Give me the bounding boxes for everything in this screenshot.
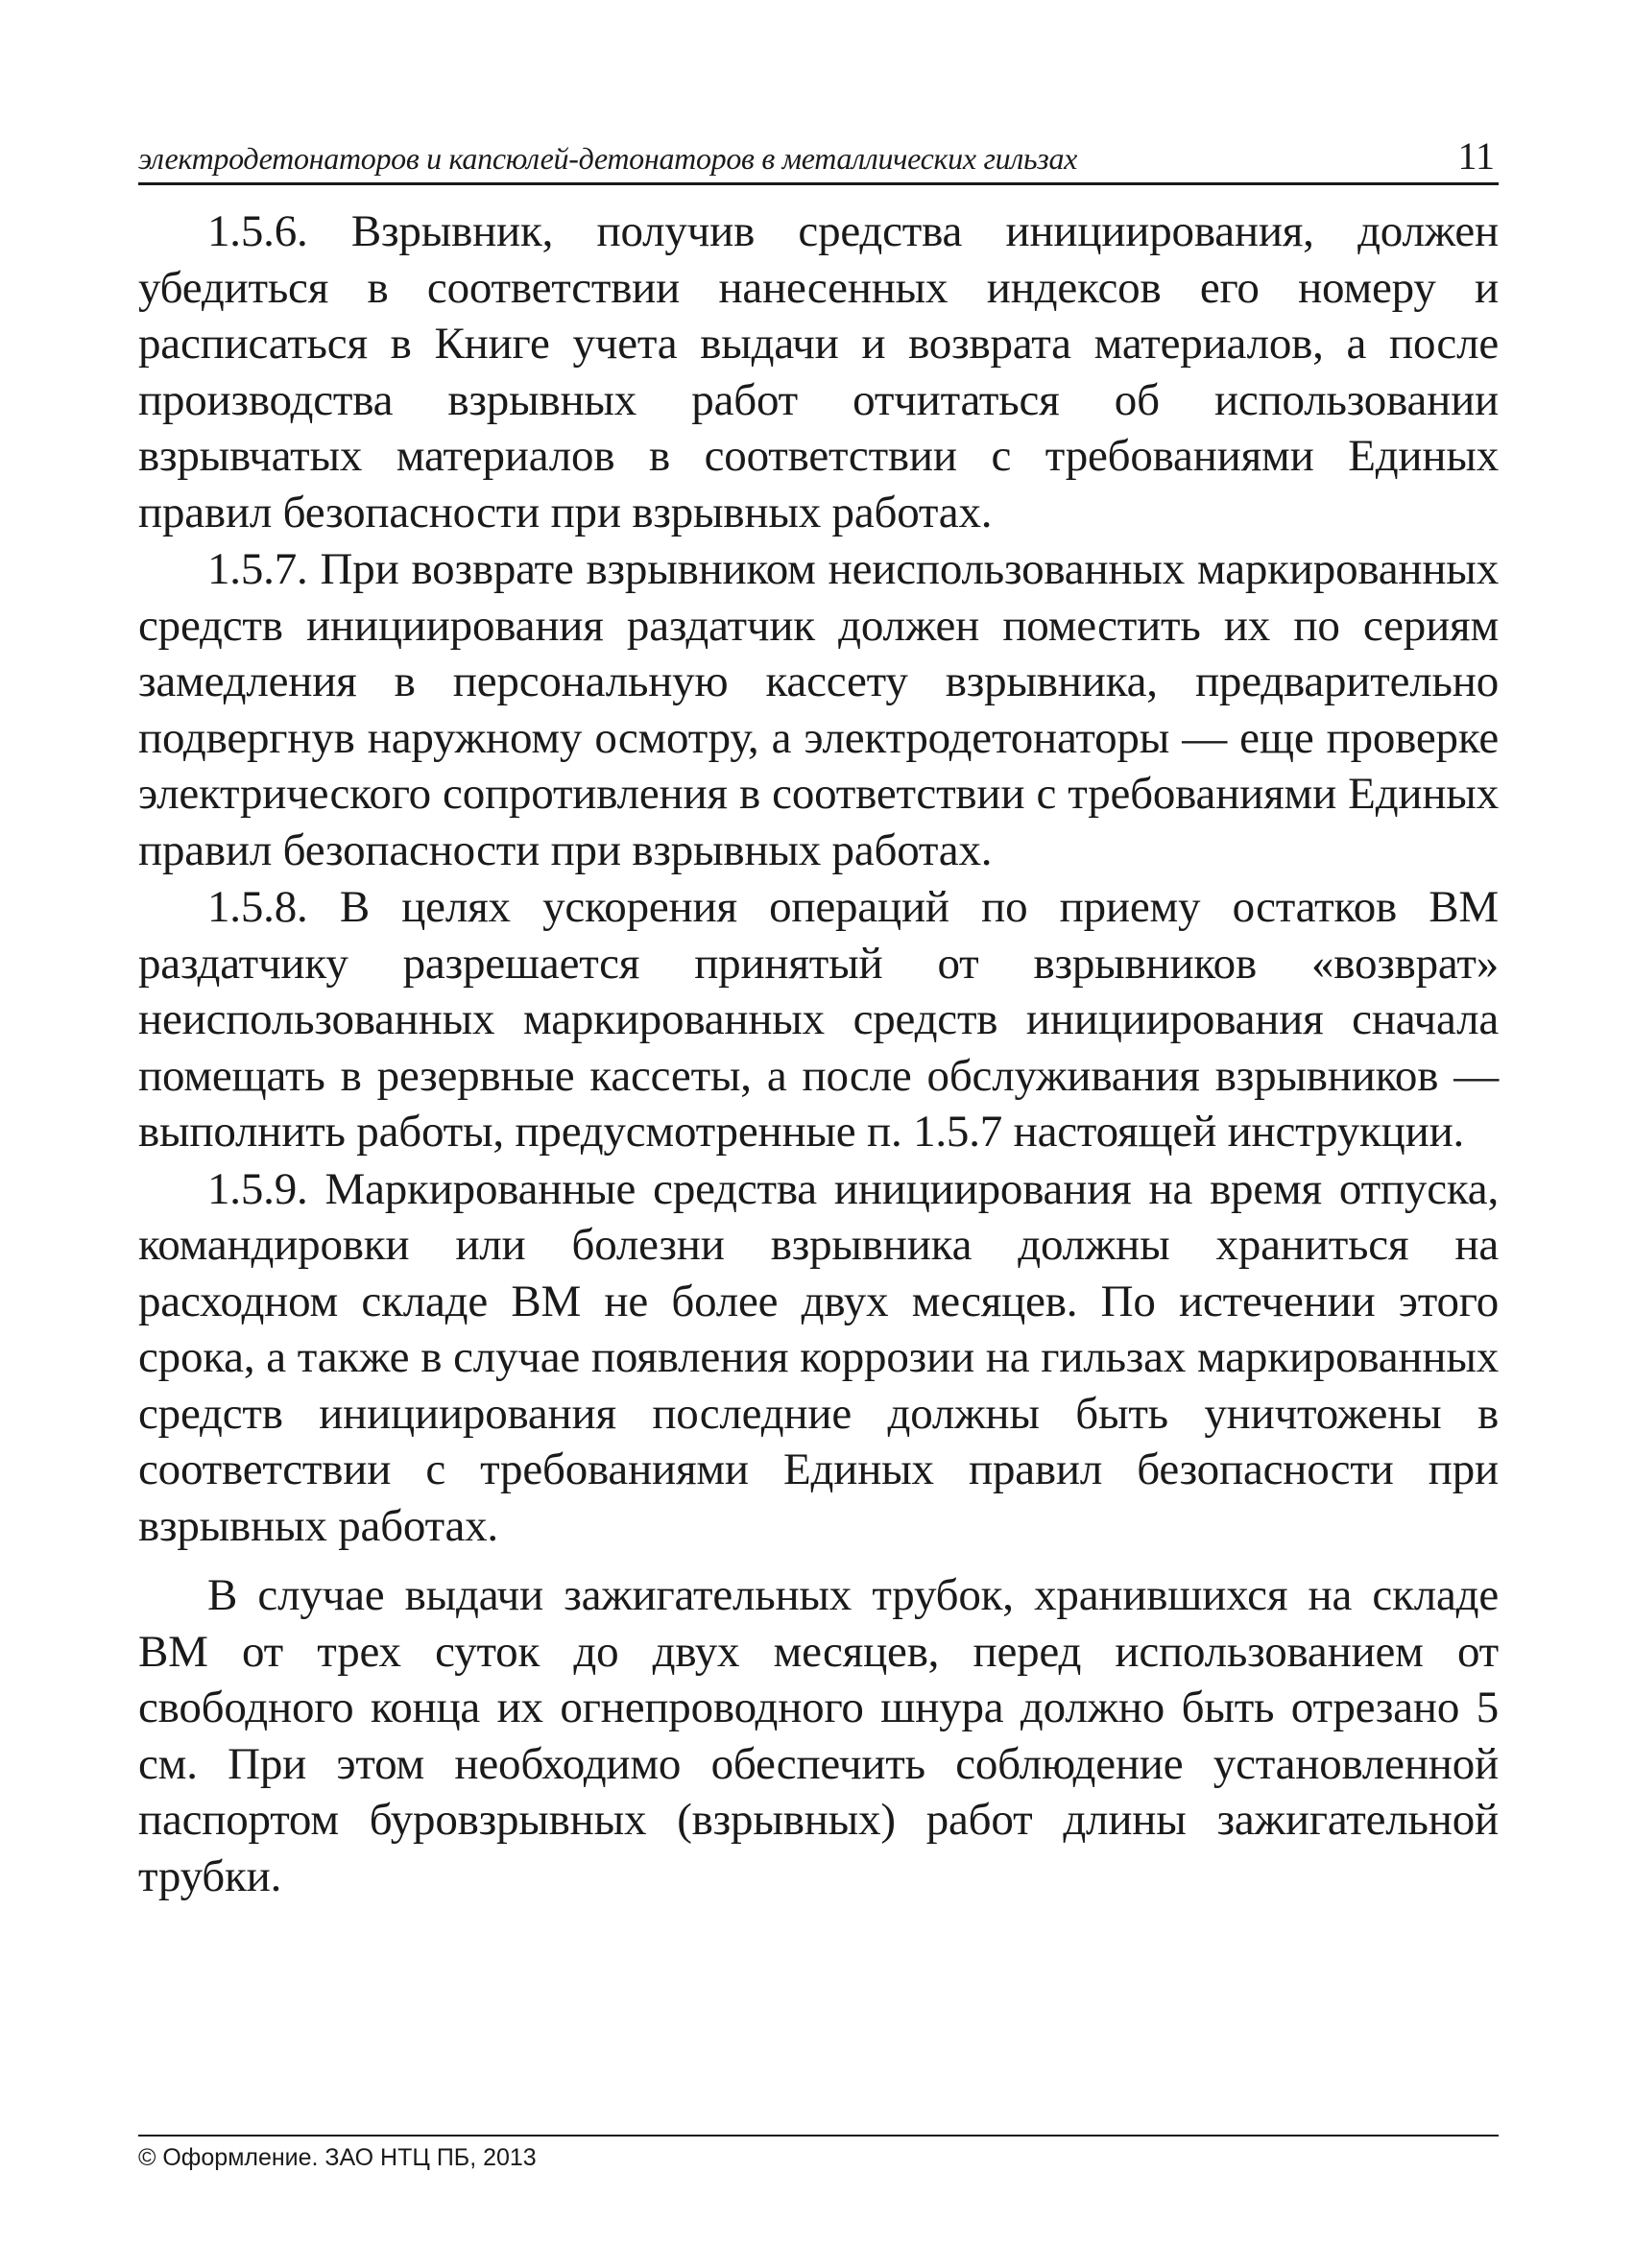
running-title: электродетонаторов и капсюлей-детонаторов в металлических гильзах — [138, 141, 1078, 176]
page-number: 11 — [1457, 134, 1495, 178]
paragraph-1-5-9: 1.5.9. Маркированные средства инициирования на время отпуска, командировки или болезни взрывника должны храниться на расходном складе ВМ не более двух месяцев. По истечении этого срока, а также в случае появления коррозии на гильзах маркированных средств инициирования последние должны быть уничтожены в соответствии с требованиями Единых правил безопасности при взрывных работах. — [138, 1163, 1499, 1551]
copyright-notice: © Оформление. ЗАО НТЦ ПБ, 2013 — [138, 2144, 537, 2171]
page-header — [138, 132, 1499, 185]
paragraph-ignition-tubes: В случае выдачи зажигательных трубок, хранившихся на складе ВМ от трех суток до двух месяцев, перед использованием от свободного конца их огнепроводного шнура должно быть отрезано 5 см. При этом необходимо обеспечить соблюдение установленной паспортом буровзрывных (взрывных) работ длины зажигательной трубки. — [138, 1570, 1499, 1901]
page-footer — [138, 2135, 1499, 2172]
paragraph-1-5-7: 1.5.7. При возврате взрывником неиспользованных маркированных средств инициирования раздатчик должен поместить их по сериям замедления в персональную кассету взрывника, предварительно подвергнув наружному осмотру, а электродетонаторы — еще проверке электрического сопротивления в соответствии с требованиями Единых правил безопасности при взрывных работах. — [138, 544, 1499, 875]
body-text — [138, 203, 1499, 1904]
paragraph-1-5-8: 1.5.8. В целях ускорения операций по приему остатков ВМ раздатчику разрешается принятый от взрывников «возврат» неиспользованных маркированных средств инициирования сначала помещать в резервные кассеты, а после обслуживания взрывников — выполнить работы, предусмотренные п. 1.5.7 настоящей инструкции. — [138, 882, 1499, 1157]
paragraph-1-5-6: 1.5.6. Взрывник, получив средства инициирования, должен убедиться в соответствии нанесенных индексов его номеру и расписаться в Книге учета выдачи и возврата материалов, а после производства взрывных работ отчитаться об использовании взрывчатых материалов в соответствии с требованиями Единых правил безопасности при взрывных работах. — [138, 206, 1499, 537]
